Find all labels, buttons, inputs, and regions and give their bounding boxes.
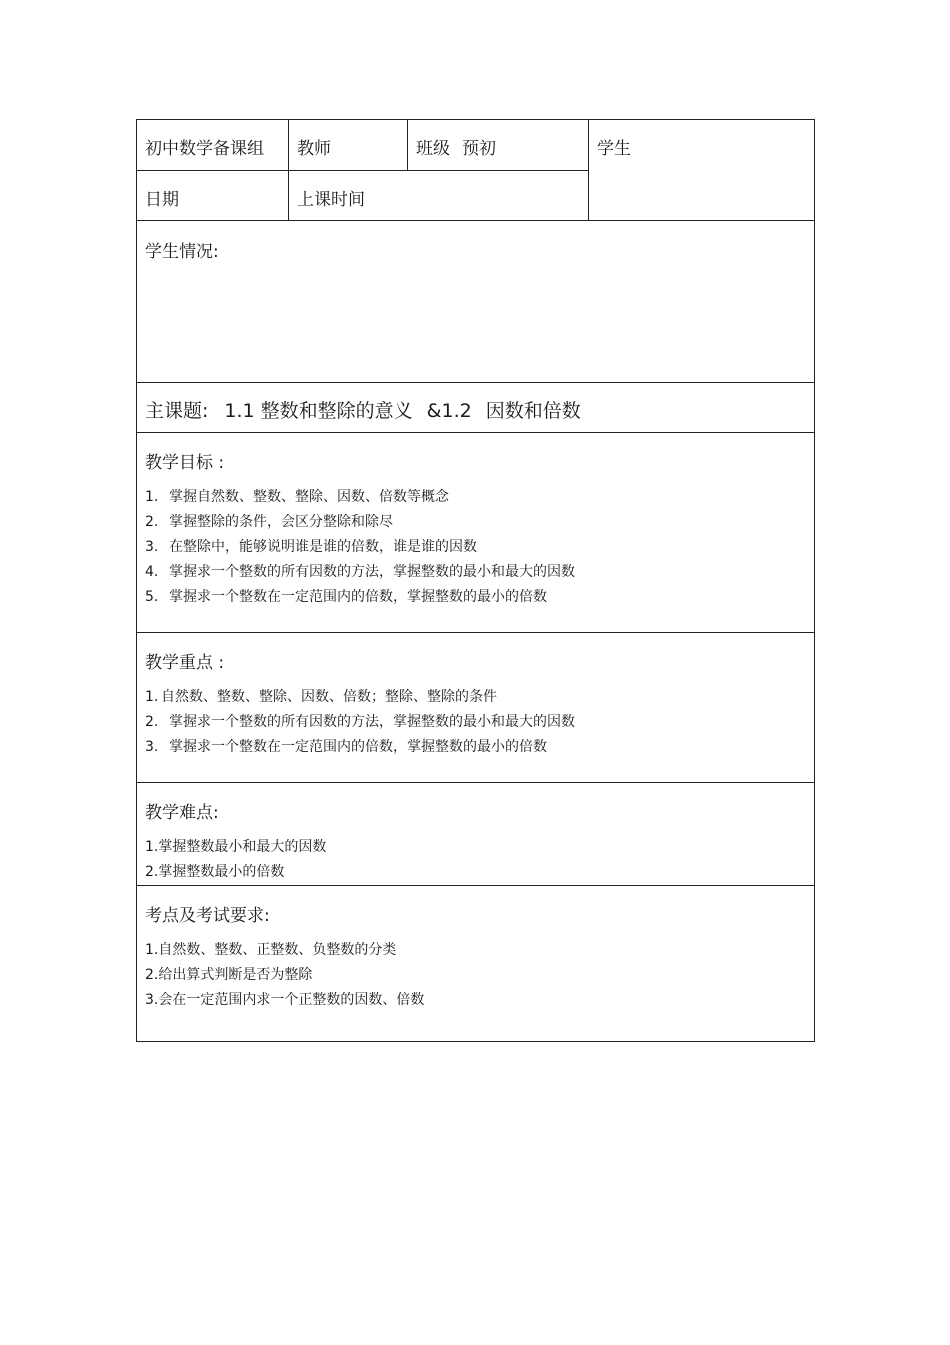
objectives-title: 教学目标 : xyxy=(145,453,225,473)
teacher-label: 教师 xyxy=(297,139,331,159)
list-item: 3.会在一定范围内求一个正整数的因数、倍数 xyxy=(145,992,425,1008)
group-label: 初中数学备课组 xyxy=(145,139,264,159)
list-item: 1. 掌握自然数、整数、整除、因数、倍数等概念 xyxy=(145,489,449,505)
date-label: 日期 xyxy=(145,190,179,210)
list-item: 2.给出算式判断是否为整除 xyxy=(145,967,313,983)
date-cell xyxy=(137,171,289,221)
class-label: 班级 xyxy=(416,139,450,159)
exam-title: 考点及考试要求: xyxy=(145,906,270,926)
list-item: 1.自然数、整数、正整数、负整数的分类 xyxy=(145,942,397,958)
topic-part3: 因数和倍数 xyxy=(485,400,581,422)
class-value: 预初 xyxy=(462,139,496,159)
objectives-cell xyxy=(137,433,815,633)
key-points-list xyxy=(145,685,814,760)
time-cell xyxy=(289,171,589,221)
topic-cell xyxy=(137,383,815,433)
difficulties-title: 教学难点: xyxy=(145,803,219,823)
student-label: 学生 xyxy=(597,139,631,159)
group-cell xyxy=(137,120,289,171)
list-item: 2.掌握整数最小的倍数 xyxy=(145,864,285,880)
topic-part2: &1.2 xyxy=(426,400,472,422)
key-points-title: 教学重点 : xyxy=(145,653,225,673)
teacher-cell xyxy=(289,120,408,171)
lesson-plan xyxy=(136,119,814,1039)
topic-label: 主课题: xyxy=(145,400,209,422)
key-points-cell xyxy=(137,633,815,783)
exam-cell xyxy=(137,886,815,1042)
difficulties-cell xyxy=(137,783,815,886)
situation-cell xyxy=(137,221,815,383)
list-item: 2. 掌握求一个整数的所有因数的方法，掌握整数的最小和最大的因数 xyxy=(145,714,575,730)
time-label: 上课时间 xyxy=(297,190,365,210)
difficulties-list xyxy=(145,835,814,885)
topic-part1: 1.1 整数和整除的意义 xyxy=(224,400,413,422)
list-item: 1. 自然数、整数、整除、因数、倍数；整除、整除的条件 xyxy=(145,689,497,705)
list-item: 5. 掌握求一个整数在一定范围内的倍数，掌握整数的最小的倍数 xyxy=(145,589,547,605)
list-item: 1.掌握整数最小和最大的因数 xyxy=(145,839,327,855)
list-item: 4. 掌握求一个整数的所有因数的方法，掌握整数的最小和最大的因数 xyxy=(145,564,575,580)
student-cell xyxy=(589,120,815,221)
situation-label: 学生情况: xyxy=(145,242,219,262)
lesson-plan-table xyxy=(136,119,815,1042)
exam-list xyxy=(145,938,814,1013)
list-item: 3. 掌握求一个整数在一定范围内的倍数，掌握整数的最小的倍数 xyxy=(145,739,547,755)
list-item: 2. 掌握整除的条件，会区分整除和除尽 xyxy=(145,514,393,530)
objectives-list xyxy=(145,485,814,610)
list-item: 3. 在整除中，能够说明谁是谁的倍数，谁是谁的因数 xyxy=(145,539,477,555)
class-cell xyxy=(408,120,589,171)
